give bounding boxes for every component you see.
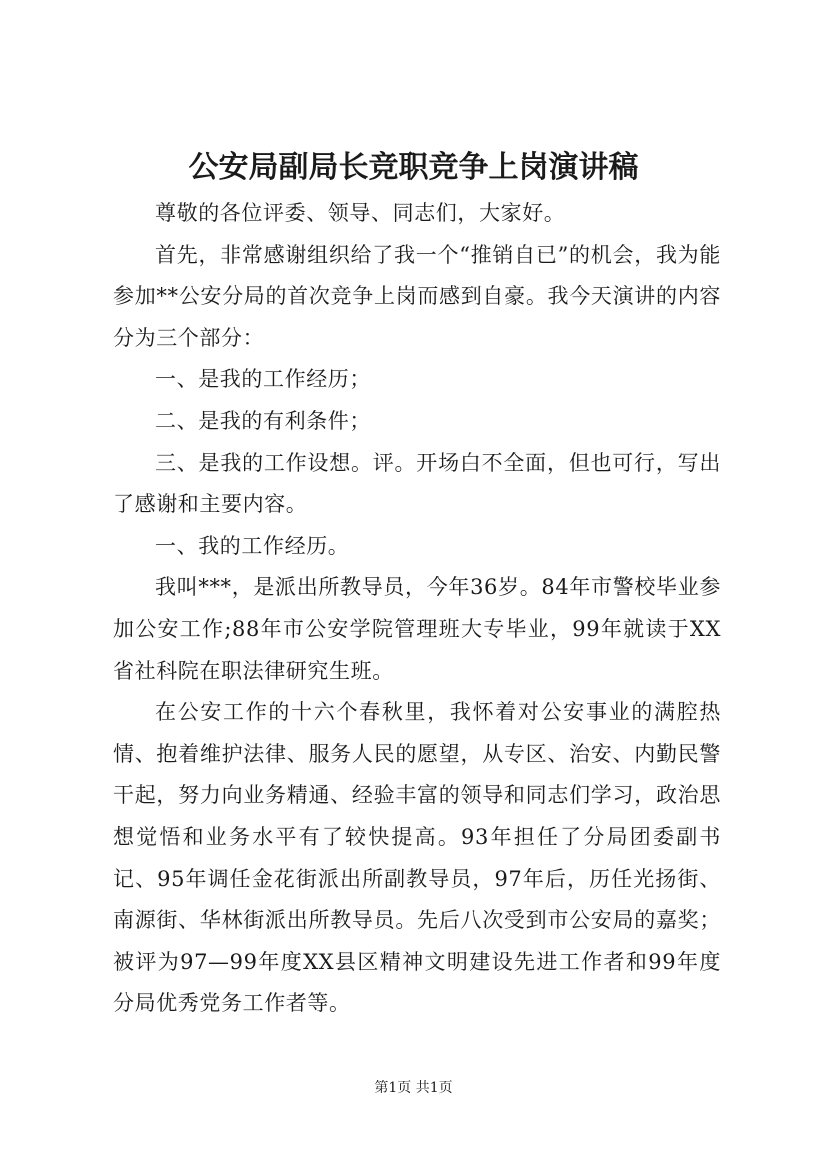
page-footer: 第1页 共1页 — [374, 1080, 453, 1096]
paragraph-self-introduction: 我叫***，是派出所教导员，今年36岁。84年市警校毕业参加公安工作;88年市公安学院管理班大专毕业，99年就读于XX省社科院在职法律研究生班。 — [113, 575, 721, 683]
paragraph-part-two: 二、是我的有利条件； — [155, 408, 371, 433]
paragraph-intro: 首先，非常感谢组织给了我一个“推销自已”的机会，我为能参加**公安分局的首次竞争上岗而感到自豪。我今天演讲的内容分为三个部分： — [113, 242, 721, 350]
paragraph-part-one: 一、是我的工作经历； — [155, 367, 371, 392]
document-title: 公安局副局长竞职竞争上岗演讲稿 — [188, 150, 639, 185]
paragraph-career-history: 在公安工作的十六个春秋里，我怀着对公安事业的满腔热情、抱着维护法律、服务人民的愿望，从专区、治安、内勤民警干起，努力向业务精通、经验丰富的领导和同志们学习，政治思想觉悟和业务水平有了较快提高。93年担任了分局团委副书记、95年调任金花街派出所副教导员，97年后，历任光扬街、南源街、华林街派出所教导员。先后八次受到市公安局的嘉奖；被评为97—99年度XX县区精神文明建设先进工作者和99年度分局优秀党务工作者等。 — [113, 700, 721, 1016]
paragraph-greeting: 尊敬的各位评委、领导、同志们，大家好。 — [155, 201, 566, 225]
section-heading-work-experience: 一、我的工作经历。 — [155, 533, 350, 558]
paragraph-part-three: 三、是我的工作设想。评。开场白不全面，但也可行，写出了感谢和主要内容。 — [113, 450, 721, 517]
document-body — [113, 193, 721, 1025]
